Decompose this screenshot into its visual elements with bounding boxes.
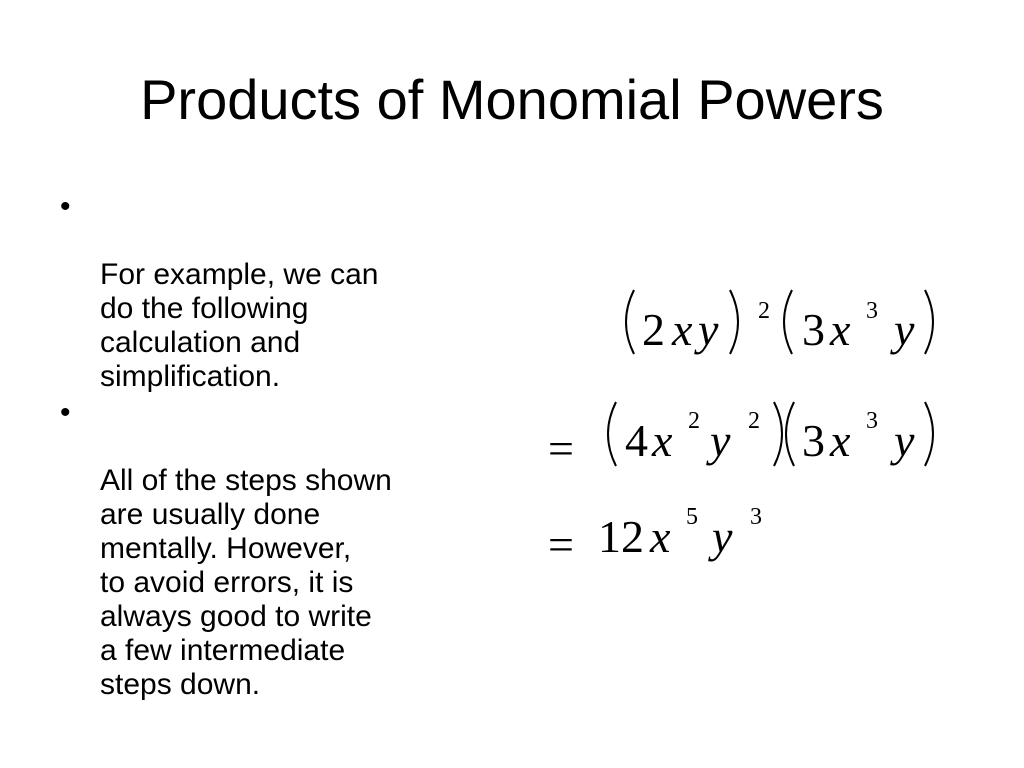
left-paren-icon (626, 290, 634, 354)
math-variable: x (652, 415, 673, 466)
math-variable: x (672, 304, 693, 355)
math-exponent: 5 (686, 504, 698, 530)
right-paren-icon (730, 290, 738, 354)
bullet-icon: • (60, 190, 71, 223)
math-variable: y (712, 511, 733, 562)
right-paren-icon (925, 402, 933, 466)
bullet-item (60, 190, 500, 394)
bullet-text: All of the steps shown are usually done mentally. However, to avoid errors, it is always good to write a few intermediate steps down. (100, 464, 392, 701)
math-variable: y (710, 415, 731, 466)
math-line-1 (626, 290, 933, 355)
math-svg (530, 270, 990, 600)
math-exponent: 3 (750, 504, 762, 530)
bullet-list (60, 190, 500, 704)
left-paren-icon (608, 402, 616, 466)
math-coefficient: 3 (802, 304, 825, 355)
math-variable: x (650, 511, 671, 562)
math-exponent: 2 (688, 408, 700, 434)
math-exponent: 2 (758, 298, 770, 324)
bullet-icon: • (60, 396, 71, 429)
math-line-2 (548, 402, 933, 474)
math-variable: x (830, 415, 851, 466)
math-coefficient: 4 (625, 415, 648, 466)
math-expression (530, 270, 990, 600)
right-paren-icon (925, 290, 933, 354)
math-exponent: 3 (866, 298, 878, 324)
math-coefficient: 2 (642, 304, 665, 355)
left-paren-icon (784, 290, 792, 354)
math-line-3 (548, 504, 762, 570)
math-variable: y (698, 304, 719, 355)
right-paren-icon (774, 402, 782, 466)
bullet-item (60, 396, 500, 702)
math-equals: = (548, 519, 574, 570)
math-exponent: 2 (748, 408, 760, 434)
bullet-text: For example, we can do the following calculation and simplification. (100, 258, 379, 393)
math-coefficient: 3 (802, 415, 825, 466)
math-exponent: 3 (866, 408, 878, 434)
math-variable: y (894, 304, 915, 355)
math-equals: = (548, 423, 574, 474)
math-variable: x (830, 304, 851, 355)
slide-title: Products of Monomial Powers (140, 68, 884, 131)
math-coefficient: 12 (598, 511, 644, 562)
math-variable: y (894, 415, 915, 466)
left-paren-icon (786, 402, 794, 466)
